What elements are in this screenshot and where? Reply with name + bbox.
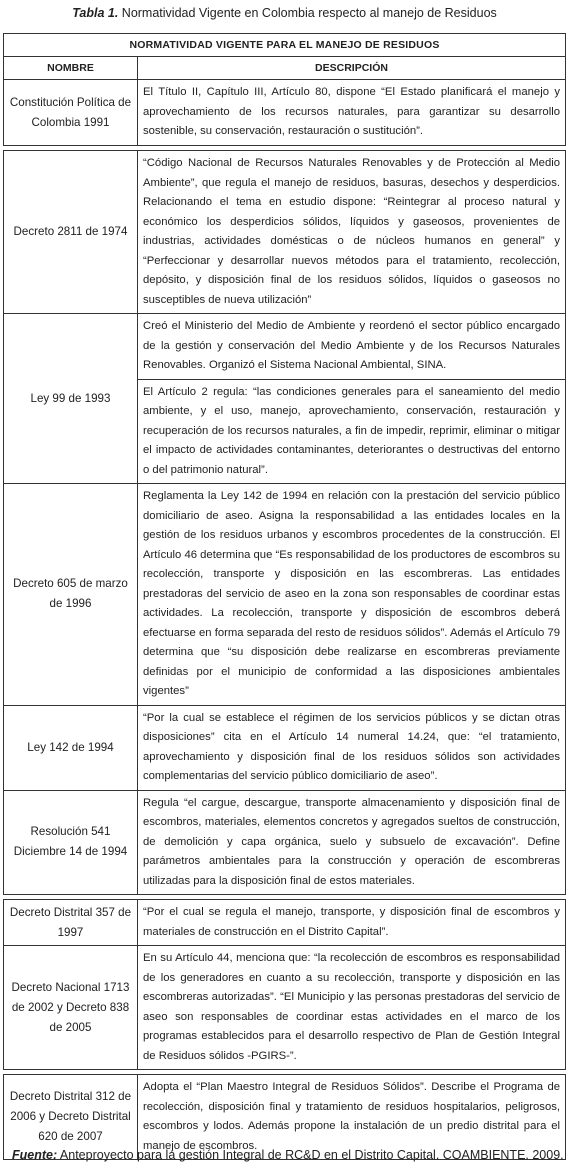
table-row (4, 314, 566, 380)
table-title: NORMATIVIDAD VIGENTE PARA EL MANEJO DE RESIDUOS (4, 34, 566, 57)
column-header-row (4, 57, 566, 80)
row-description: Creó el Ministerio del Medio de Ambiente y reordenó el sector público encargado de la gestión y conservación del Medio Ambiente y de los Recursos Naturales Renovables. Organizó el Sistema Nacional Ambiental, SINA. (138, 314, 566, 380)
table-row (4, 80, 566, 146)
caption-text: Normatividad Vigente en Colombia respecto al manejo de Residuos (118, 6, 497, 20)
row-description: El Título II, Capítulo III, Artículo 80, dispone “El Estado planificará el manejo y aprovechamiento de los recursos naturales, para garantizar su desarrollo sostenible, su conservación, restauración o sustitución”. (138, 80, 566, 146)
table-row (4, 151, 566, 314)
table-row (4, 1075, 566, 1160)
row-name: Constitución Política de Colombia 1991 (4, 80, 138, 146)
table-title-row (4, 34, 566, 57)
regulations-table (3, 33, 566, 1160)
row-description: En su Artículo 44, menciona que: “la recolección de escombros es responsabilidad de los generadores en cuanto a su recolección, transporte y disposición en las escombreras autorizadas”. “El Municipio y las personas prestadoras del servicio de aseo son responsables de coordinar estas actividades en el marco de los programas establecidos para el desarrollo respectivo de Plan de Gestión Integral de Residuos sólidos -PGIRS-”. (138, 946, 566, 1070)
column-header-name: NOMBRE (4, 57, 138, 80)
row-description: “Por la cual se establece el régimen de los servicios públicos y se dictan otras disposiciones” cita en el Artículo 14 numeral 14.24, que: “el tratamiento, aprovechamiento y disposición final de los residuos sólidos son actividades complementarias del servicio público domiciliario de aseo”. (138, 705, 566, 790)
row-name: Decreto Nacional 1713 de 2002 y Decreto 838 de 2005 (4, 946, 138, 1070)
row-name: Ley 142 de 1994 (4, 705, 138, 790)
source-text: Anteproyecto para la gestión Integral de RC&D en el Distrito Capital. COAMBIENTE. 2009. (57, 1148, 564, 1162)
row-name: Decreto Distrital 312 de 2006 y Decreto Distrital 620 de 2007 (4, 1075, 138, 1160)
source-label: Fuente: (12, 1148, 58, 1162)
table-row (4, 790, 566, 895)
row-name: Ley 99 de 1993 (4, 314, 138, 484)
table-row (4, 900, 566, 946)
row-description: Adopta el “Plan Maestro Integral de Residuos Sólidos”. Describe el Programa de recolección, disposición final y tratamiento de residuos hospitalarios, peligrosos, escombros y lodos. Además propone la instalación de un predio distrital para el manejo de escombros. (138, 1075, 566, 1160)
row-description: “Por el cual se regula el manejo, transporte, y disposición final de escombros y materiales de construcción en el Distrito Capital”. (138, 900, 566, 946)
table-row (4, 705, 566, 790)
row-description: Regula “el cargue, descargue, transporte almacenamiento y disposición final de escombros, materiales, elementos concretos y agregados sueltos de construcción, de demolición y capa orgánica, suelo y subsuelo de excavación”. Define parámetros ambientales para la construcción y operación de escombreras utilizadas para la disposición final de estos materiales. (138, 790, 566, 895)
row-description: Reglamenta la Ley 142 de 1994 en relación con la prestación del servicio público domiciliario de aseo. Asigna la responsabilidad a las entidades locales en la gestión de los residuos urbanos y escombros procedentes de la construcción. El Artículo 46 determina que “Es responsabilidad de los productores de escombros su recolección, transporte y disposición en las escombreras. Las entidades prestadoras del servicio de aseo en la zona son responsables de coordinar estas actividades. La recolección, transporte y disposición de escombros deberá efectuarse en forma separada del resto de residuos sólidos”. Además el Artículo 79 determina que “su disposición debe realizarse en escombreras previamente definidas por el municipio de conformidad a las disposiciones ambientales vigentes” (138, 484, 566, 706)
table-row (4, 946, 566, 1070)
row-name: Decreto 2811 de 1974 (4, 151, 138, 314)
table-row (4, 484, 566, 706)
row-description: “Código Nacional de Recursos Naturales Renovables y de Protección al Medio Ambiente”, que regula el manejo de residuos, basuras, desechos y desperdicios. Relacionando el tema en estudio dispone: “Reintegrar al proceso natural y económico los desperdicios sólidos, líquidos y gaseosos, provenientes de industrias, actividades domésticas o de núcleos humanos en general” y “Perfeccionar y desarrollar nuevos métodos para el tratamiento, recolección, depósito, y disposición final de los residuos sólidos, líquidos o gaseosos no susceptibles de nueva utilización” (138, 151, 566, 314)
table-source (12, 1148, 564, 1162)
row-description-2: El Artículo 2 regula: “las condiciones generales para el saneamiento del medio ambiente, y el uso, manejo, aprovechamiento, conservación, restauración y recuperación de los recursos naturales, a fin de impedir, reprimir, eliminar o mitigar el impacto de actividades contaminantes, deteriorantes o destructivas del entorno o del patrimonio natural”. (138, 379, 566, 484)
row-name: Decreto Distrital 357 de 1997 (4, 900, 138, 946)
table-caption (0, 6, 569, 20)
row-name: Resolución 541 Diciembre 14 de 1994 (4, 790, 138, 895)
column-header-description: DESCRIPCIÓN (138, 57, 566, 80)
row-name: Decreto 605 de marzo de 1996 (4, 484, 138, 706)
caption-label: Tabla 1. (72, 6, 119, 20)
